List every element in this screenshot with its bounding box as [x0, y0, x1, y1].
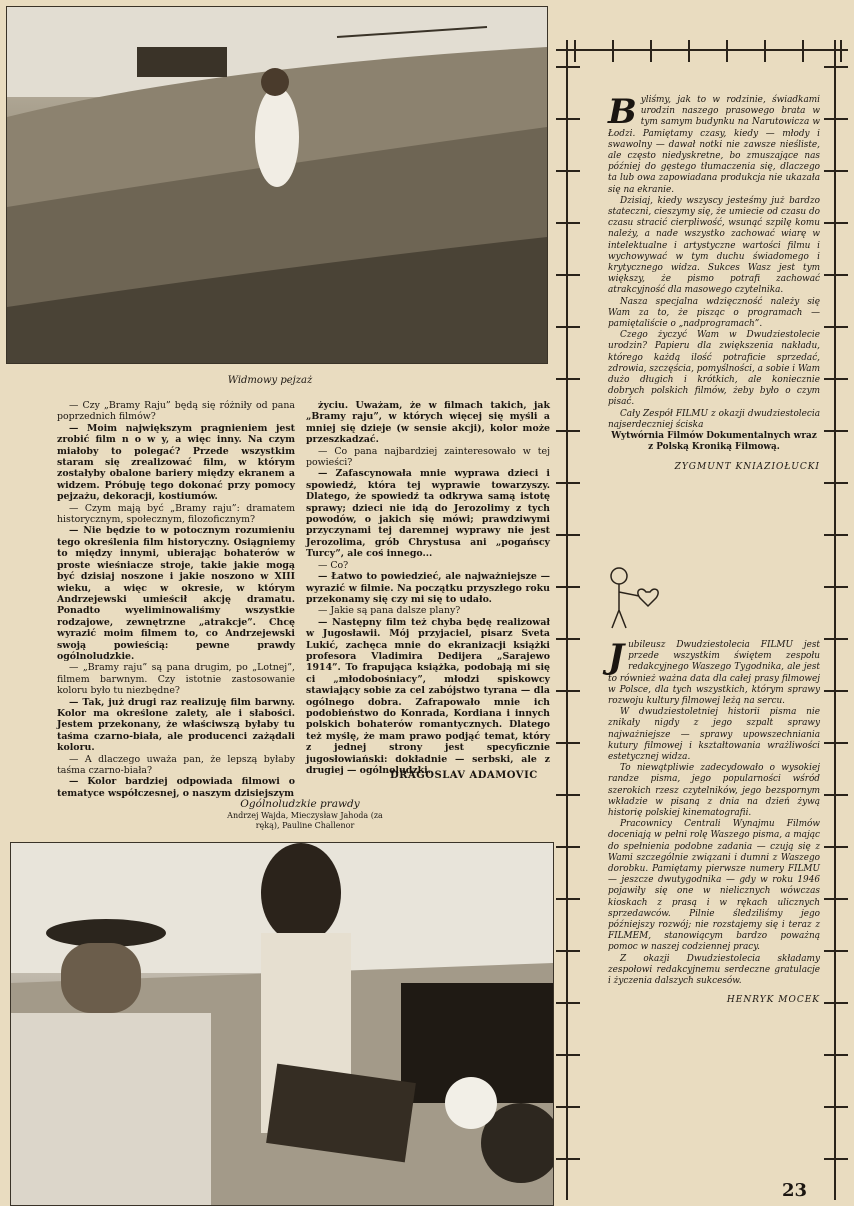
interview-paragraph: — Tak, już drugi raz realizuję film barwny. Kolor ma określone zalety, ale i słabości. Jestem przekonany, że właściwszą byłaby tu taśma czarno-biała, ale producenci zażądali koloru.: [57, 696, 295, 754]
interview-paragraph: — A dlaczego uważa pan, że lepszą byłaby taśma czarno-biała?: [57, 753, 295, 776]
interview-paragraph: — „Bramy raju” są pana drugim, po „Lotnej”, filmem barwnym. Czy istotnie zastosowanie koloru było tu niezbędne?: [57, 662, 295, 697]
interview-paragraph: — Nie będzie to w potocznym rozumieniu tego określenia film historyczny. Osiągniemy to między innymi, ubierając bohaterów w proste wieśniacze stroje, takie jakie mogą być dzisiaj noszone i jakie noszono w XIII wieku, a więc w okresie, w którym Andrzejewski umieścił akcję dramatu. Ponadto wyeliminowaliśmy wszystkie rodzajowe, zewnętrzne „atrakcje”. Chcę wyrazić moim filmem to, co Andrzejewski swoją powieścią: pewne prawdy ogólnoludzkie.: [57, 525, 295, 662]
photo2-caption: Ogólnoludzkie prawdy: [240, 798, 360, 810]
interview-paragraph: — Kolor bardziej odpowiada filmowi o tematyce współczesnej, o naszym dzisiejszym: [57, 776, 295, 799]
interview-paragraph: — Co pana najbardziej zainteresowało w tej powieści?: [306, 445, 550, 469]
decorative-border-top: [556, 40, 848, 62]
letter-cwf: [608, 637, 820, 1007]
letter-paragraph: Pracownicy Centrali Wynajmu Filmów doceniają w pełni rolę Waszego pisma, a mając do spełnienia podobne zadania — czują się z Wami szczególnie związani i dumni z Waszego dorobku. Pamiętamy pierwsze numery FILMU — jeszcze dwutygodnika — gdy w roku 1946 pojawiły się one w nielicznych wówczas kioskach z prasą i w rękach ulicznych sprzedawców. Pilnie śledziliśmy jego późniejszy rozwój; nie rozstajemy się i teraz z FILMEM, stanowiącym bardzo poważną pomoc w naszej codziennej pracy.: [608, 819, 820, 953]
photo-ghostly-landscape: [6, 6, 548, 364]
interview-paragraph: — Zafascynowała mnie wyprawa dzieci i spowiedź, która tej wyprawie towarzyszy. Dlatego, że spowiedź ta odkrywa samą istotę sprawy; dzieci nie idą do Jerozolimy z tych powodów, o jakich się mówi; prawdziwymi przyczynami tej daremnej wyprawy nie jest Jerozolima, grób Chrystusa ani „pogańscy Turcy”, ale coś innego...: [306, 468, 550, 560]
letter-paragraph: ubileusz Dwudziestolecia FILMU jest przede wszystkim świętem zespołu redakcyjnego Waszego Tygodnika, ale jest to również ważna data dla całej prasy filmowej w Polsce, dla tych wszystkich, którym sprawy rozwoju kultury filmowej leżą na sercu.: [608, 640, 820, 707]
drop-cap: J: [608, 637, 625, 677]
letter-paragraph: W dwudziestoletniej historii pisma nie znikały nigdy z jego szpalt sprawy najważniejsze — sprawy upowszechniania kutury filmowej i kształtowania wrażliwości estetycznej widza.: [608, 707, 820, 763]
letter-paragraph: Cały Zespół FILMU z okazji dwudziestolecia najserdeczniej ściska: [608, 408, 820, 430]
interview-paragraph: — Czy „Bramy Raju” będą się różniły od pana poprzednich filmów?: [57, 400, 295, 423]
interview-paragraph: — Jakie są pana dalsze plany?: [318, 605, 461, 617]
letter-org: Wytwórnia Filmów Dokumentalnych wraz z Polską Kroniką Filmową.: [611, 431, 817, 453]
letter-paragraph: Dzisiaj, kiedy wszyscy jesteśmy już bardzo stateczni, cieszymy się, że umiecie od czasu do czasu stracić cierpliwość, wsunąć szpilę komu należy, a nade wszystko zachować wiarę w intelektualne i artystyczne wartości filmu i wychowywać w tym duchu świadomego i krytycznego widza. Sukces Wasz jest tym większy, że pismo potrafi zachować atrakcyjność dla masowego czytelnika.: [608, 195, 820, 296]
interview-paragraph: — Czym mają być „Bramy raju”: dramatem historycznym, społecznym, filozoficznym?: [57, 502, 295, 526]
letter-paragraph: Nasza specjalna wdzięczność należy się Wam za to, że pisząc o programach — pamiętaliście o „nadprogramach”.: [608, 296, 820, 330]
letter-paragraph: Z okazji Dwudziestolecia składamy zespołowi redakcyjnemu serdeczne gratulacje i życzenia dalszych sukcesów.: [608, 953, 820, 987]
photo-film-set: [10, 842, 554, 1206]
interview-paragraph: — Łatwo to powiedzieć, ale najważniejsze — wyrazić w filmie. Na początku przyszłego roku przekonamy się czy mi się to udało.: [306, 571, 550, 605]
letter-signature: HENRYK MOCEK: [726, 995, 820, 1006]
letter-paragraph: yliśmy, jak to w rodzinie, świadkami urodzin naszego prasowego brata w tym samym budynku na Narutowicza w Łodzi. Pamiętamy czasy, kiedy — młody i swawolny — dawał notki nie zawsze nieśliste, ale często niedyskretne, bo zmuszające nas później do gęstego tłumaczenia się, dlaczego ta lub owa zapowiadana produkcja nie ukazała się na ekranie.: [608, 95, 820, 195]
letter-paragraph: To niewątpliwie zadecydowało o wysokiej randze pisma, jego popularności wśród szerokich rzesz czytelników, jego bezspornym wkładzie w pisaną z dnia na dzień żywą historię polskiej kinematografii.: [608, 763, 820, 819]
drop-cap: B: [608, 92, 637, 132]
letter-paragraph: Czego życzyć Wam w Dwudziestolecie urodzin? Papieru dla zwiększenia nakładu, którego każdą ilość potraficie sprzedać, zdrowia, szczęścia, pomyślności, a sobie i Wam dużo długich i krótkich, ale koniecznie dobrych polskich filmów, żeby było o czym pisać.: [608, 330, 820, 408]
girl-with-heart-doodle: [604, 562, 664, 632]
interview-signature: DRAGOSLAV ADAMOVIC: [390, 770, 538, 781]
decorative-border-right: [824, 40, 848, 1200]
interview-paragraph: — Następny film też chyba będę realizował w Jugosławii. Mój przyjaciel, pisarz Sveta Lukić, zachęca mnie do ekranizacji książki profesora Vladimira Dedijera „Sarajewo 1914”. To frapująca książka, podobają mi się ci „młodobośniacy”, młodzi spiskowcy stawiający sobie za cel zabójstwo tyrana — dla ogólnego dobra. Zafrapowało mnie ich podobieństwo do Konrada, Kordiana i innych polskich bohaterów romantycznych. Dlatego też myślę, że mam prawo podjąć temat, który z jednej strony jest specyficznie jugosłowiański: dokładnie — serbski, ale z drugiej — ogólnoludzki.: [306, 616, 550, 776]
interview-paragraph: — Moim największym pragnieniem jest zrobić film n o w y, a więc inny. Na czym miałoby to polegać? Przede wszystkim staram się zrealizować film, w którym zostałyby obalone bariery między ekranem a widzem. Próbuję tego dokonać przy pomocy pejzażu, dekoracji, kostiumów.: [57, 422, 295, 503]
interview-column-left: [57, 400, 295, 799]
page-number: 23: [782, 1180, 808, 1201]
photo-illustration: [11, 843, 553, 1205]
letter-signature: ZYGMUNT KNIAZIOŁUCKI: [674, 461, 820, 472]
interview-column-right: [306, 400, 550, 776]
photo1-caption: Widmowy pejzaż: [227, 375, 313, 386]
interview-paragraph: życiu. Uważam, że w filmach takich, jak „Bramy raju”, w których więcej się myśli a mniej się dzieje (w sensie akcji), kolor może przeszkadzać.: [306, 400, 550, 446]
decorative-border-left: [556, 40, 580, 1200]
photo2-credit: Andrzej Wajda, Mieczysław Jahoda (za ręką), Pauline Challenor: [227, 811, 383, 830]
interview-paragraph: — Co?: [318, 559, 349, 571]
photo-illustration: [7, 7, 547, 363]
letter-wfd: [608, 92, 820, 473]
anniversary-letters-panel: [556, 40, 848, 1200]
